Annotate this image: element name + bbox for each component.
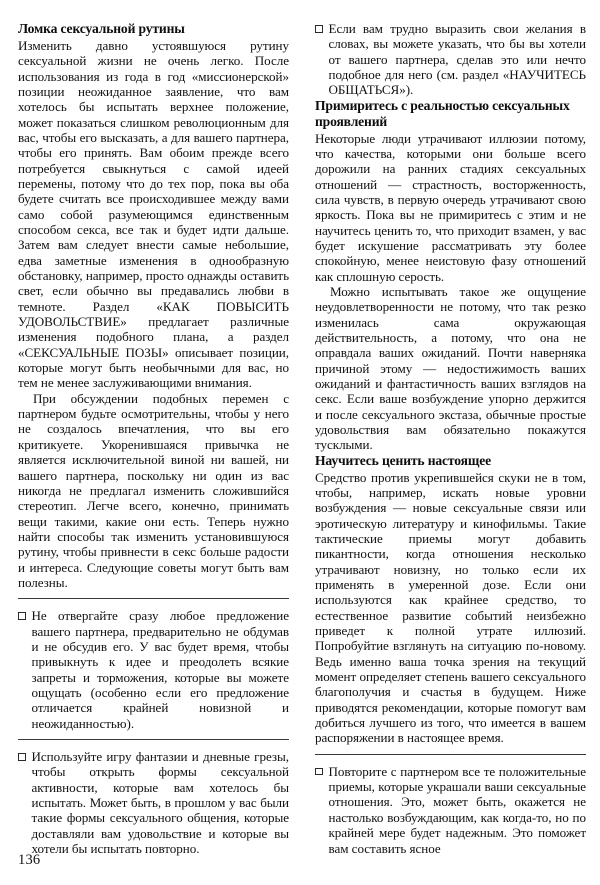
checkbox-square-icon <box>18 612 26 620</box>
list-item-text: Повторите с партнером все те положительные приемы, которые украшали ваши сексуальные отношения. Это, может быть, окажется не настолько возбуждающим, как когда-то, но по крайней мере будет надежным. Это поможет вам составить ясное <box>328 763 586 856</box>
list-item-text: Если вам трудно выразить свои желания в словах, вы можете указать, что бы вы хотели от вашего партнера, сделав это или нечто подобное для него (см. раздел «НАУЧИТЕСЬ ОБЩАТЬСЯ»). <box>328 21 586 98</box>
list-item <box>18 608 289 731</box>
checkbox-square-icon <box>18 753 26 761</box>
two-column-layout <box>18 21 586 857</box>
checkbox-square-icon <box>315 25 323 33</box>
checkbox-square-icon <box>315 768 323 776</box>
left-separator-rule-2 <box>18 739 289 740</box>
right-paragraph-2: Можно испытывать такое же ощущение неудовлетворенности не потому, что так резко изменилась сама окружающая действительность, а потому, что она не оправдала ваших ожиданий. Почти наверняка причиной этому — недостижимость ваших ожиданий и фантастичность ваших взглядов на секс. Если ваше возбуждение упорно держится и после сексуального экстаза, обычные простые удовольствия вам обязательно покажутся тусклыми. <box>315 283 586 453</box>
list-item <box>315 21 586 98</box>
left-paragraph-2: При обсуждении подобных перемен с партнером будьте осмотрительны, чтобы у него не создалось впечатления, что вы его критикуете. Укоренившаяся привычка не является исключительной виной ни вашей, ни вашего партнера, поскольку ни один из вас никогда не предлагал изменить сложившийся стереотип. Легче всего, конечно, принимать вещи такими, какие они есть. Теперь нужно найти способы так изменить установившуюся рутину, чтобы привнести в секс больше радости и интереса. Следующие советы могут быть вам полезны. <box>18 390 289 590</box>
left-separator-rule-1 <box>18 598 289 599</box>
list-item-text: Используйте игру фантазии и дневные грезы, чтобы открыть формы сексуальной активности, которые вам хотелось бы испытать. Может быть, в прошлом у вас были такие формы сексуального общения, которые доставляли вам удовольствие и которые вы хотели бы испытать повторно. <box>31 749 289 857</box>
right-section-heading-2: Научитесь ценить настоящее <box>315 452 491 468</box>
list-item <box>315 764 586 856</box>
right-section-heading-1: Примиритесь с реальностью сексуальных проявлений <box>315 97 570 129</box>
right-separator-rule-1 <box>315 754 586 755</box>
left-paragraph-1: Изменить давно устоявшуюся рутину сексуальной жизни не очень легко. После использования из года в год «миссионерской» позиции неожиданное заявление, что вам хотелось бы испытать верхнее положение, может показаться слишком революционным для вас, чтобы его высказать, а для вашего партнера, чтобы его принять. Вам обоим прежде всего потребуется свыкнуться с самой идеей перемены, потому что до тех пор, пока вы оба будете считать все происходившее между вами само собой разумеющимся единственным способом секса, все так и будет идти дальше. Затем вам следует внести самые небольшие, едва заметные изменения в однообразную обстановку, например, просто однажды оставить свет, если обычно вы предавались любви в темноте. Раздел «КАК ПОВЫСИТЬ УДОВОЛЬСТВИЕ» предлагает различные изменения подобного плана, а раздел «СЕКСУАЛЬНЫЕ ПОЗЫ» описывает позиции, которые могут быть необычными для вас, но тем не менее заслуживающими внимания. <box>18 37 289 391</box>
left-text-column <box>18 21 289 857</box>
list-item-text: Не отвергайте сразу любое предложение вашего партнера, предварительно не обдумав и не обсудив его. У вас будет время, чтобы привыкнуть к идее и преодолеть всякие запреты и торможения, которые вы можете ощущать (особенно если его предложение отличается крайней новизной и неожиданностью). <box>31 608 289 731</box>
list-item <box>18 749 289 856</box>
left-section-heading: Ломка сексуальной рутины <box>18 21 185 36</box>
page-number: 136 <box>18 852 41 868</box>
right-paragraph-1: Некоторые люди утрачивают иллюзии потому, что качества, которыми они больше всего дорожили на ранних стадиях сексуальных отношений — страстность, восторженность, сила чувств, в первую очередь утрачивают свою яркость. Пока вы не примиритесь с этим и не научитесь ценить то, что приходит взамен, у вас будет искушение рассматривать эту более спокойную, менее неистовую фазу отношений как сплошную серость. <box>315 130 586 284</box>
right-paragraph-3: Средство против укрепившейся скуки не в том, чтобы, например, искать новые уровни возбуждения — новые сексуальные связи или эротическую литературу и кинофильмы. Такие тактические приемы могут добавить пикантности, когда отношения несколько утрачивают новизну, но только если их применять в умеренной дозе. Если они используются как крайнее средство, то естественное развитие событий неизбежно приведет к полной утрате иллюзий. Попробуйтие взглянуть на ситуацию по-новому. Ведь именно ваша точка зрения на текущий момент определяет степень вашего сексуального благополучия и счастья в будущем. Ниже приводятся рекомендации, которые помогут вам добиться лучшего из того, что имеется в вашем распоряжении в настоящее время. <box>315 469 586 746</box>
right-text-column <box>315 21 586 856</box>
